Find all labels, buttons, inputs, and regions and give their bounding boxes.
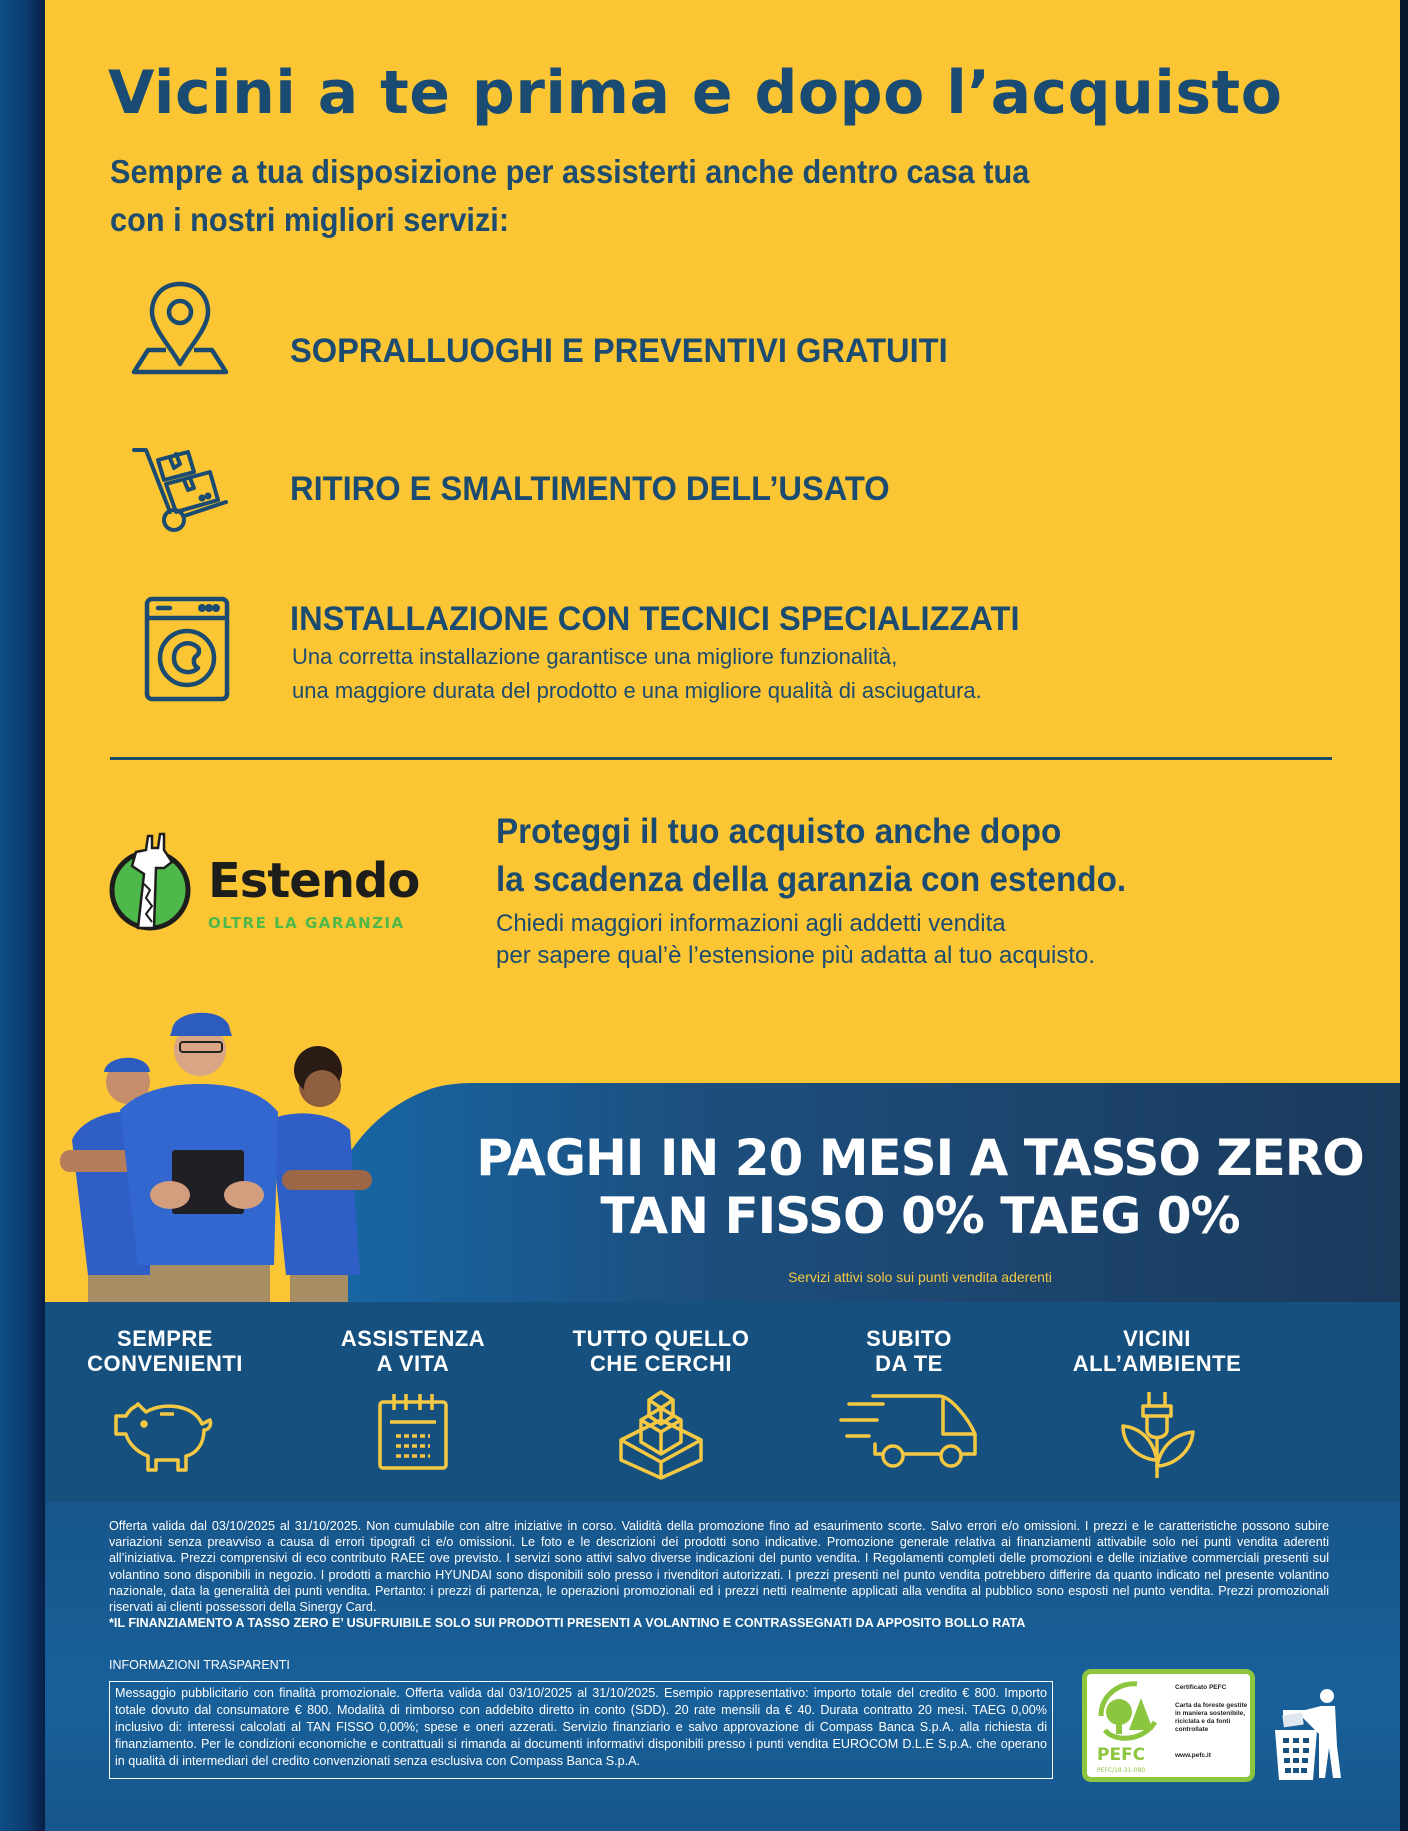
estendo-body-line-1: Chiedi maggiori informazioni agli addetti vendita xyxy=(496,910,1006,937)
service-description xyxy=(292,640,982,708)
service-title: RITIRO E SMALTIMENTO DELL’USATO xyxy=(290,470,890,508)
value-label: SEMPRE CONVENIENTI xyxy=(87,1326,243,1376)
estendo-body xyxy=(496,908,1095,972)
info-box: Messaggio pubblicitario con finalità promozionale. Offerta valida dal 03/10/2025 al 31/10/2025. Esempio rappresentativo: importo totale del credito € 800. Importo totale dovuto dal consumatore € 800. Modalità di rimborso con addebito diretto in conto (SDD). 20 rate mensili da € 40. Durata contratto 20 mesi. TAEG 0,00% inclusivo di: interessi calcolati al TAN FISSO 0,00%; spese e oneri azzerati. Servizio finanziario e salvo approvazione di Compass Banca S.p.A. alla richiesta di finanziamento. Per le condizioni economiche e contrattuali si rimanda ai documenti informativi disponibili presso i punti vendita EUROCOM D.L.E S.p.A. che operano in qualità di intermediari del credito convenzionati senza esclusiva con Compass Banca S.p.A. xyxy=(109,1681,1053,1779)
subtitle-line-2: con i nostri migliori servizi: xyxy=(110,201,510,238)
giraffe-icon xyxy=(108,828,204,938)
boxes-icon xyxy=(613,1390,709,1480)
banner-note: Servizi attivi solo sui punti vendita aderenti xyxy=(788,1269,1052,1285)
estendo-logo xyxy=(108,828,438,938)
estendo-tagline: OLTRE LA GARANZIA xyxy=(208,914,405,932)
value-item-subito xyxy=(789,1326,1029,1472)
banner-headline-line-1: PAGHI IN 20 MESI A TASSO ZERO xyxy=(476,1129,1364,1187)
value-item-tutto-quello xyxy=(541,1326,781,1480)
value-item-convenienti xyxy=(45,1326,285,1472)
left-edge-strip xyxy=(0,0,45,1831)
svg-text:PEFC/18-31-080: PEFC/18-31-080 xyxy=(1097,1767,1146,1774)
value-label: VICINI ALL’AMBIENTE xyxy=(1072,1326,1242,1376)
washing-machine-icon xyxy=(144,596,230,707)
hand-truck-icon xyxy=(130,440,230,540)
estendo-headline-line-1: Proteggi il tuo acquisto anche dopo xyxy=(496,812,1062,851)
value-item-ambiente xyxy=(1037,1326,1277,1480)
delivery-van-icon xyxy=(839,1390,979,1472)
service-title: INSTALLAZIONE CON TECNICI SPECIALIZZATI xyxy=(290,600,1020,638)
estendo-wordmark: Estendo xyxy=(208,853,420,909)
service-description-line-1: Una corretta installazione garantisce una migliore funzionalità, xyxy=(292,644,898,669)
legal-main: Offerta valida dal 03/10/2025 al 31/10/2025. Non cumulabile con altre iniziative in corso. Validità della promozione fino ad esaurimento scorte. Salvo errori e/o omissioni. I prezzi e le caratteristiche possono subire variazioni senza preavviso a causa di errori tipografi ci e/o omissioni. Le foto e le descrizioni dei prodotti sono indicative. Promozione generale relativa ai finanziamenti attivabile solo nei punti vendita aderenti all’iniziativa. Prezzi comprensivi di eco contributo RAEE ove previsto. I servizi sono attivi salvo diverse indicazioni del punto vendita. I Regolamenti completi delle promozioni e delle iniziative commerciali presenti sul volantino sono disponibili in negozio. I prodotti a marchio HYUNDAI sono disponibili solo presso i rivenditori autorizzati. I prezzi presenti nel punto vendita potrebbero differire da quanto indicato nel presente volantino nazionale, data la generalità dei punti vendita. Pertanto: i prezzi di partenza, le operazioni promozionali ed i prezzi netti realmente applicati alla vendita al pubblico sono esposti nel punto vendita. Prezzi promozionali riservati ai clienti possessori della Sinergy Card. xyxy=(109,1519,1329,1615)
piggy-bank-icon xyxy=(110,1390,220,1472)
pefc-url: www.pefc.it xyxy=(1175,1752,1211,1759)
legal-text xyxy=(109,1518,1329,1631)
value-label: SUBITO DA TE xyxy=(866,1326,952,1376)
recycle-bin-icon xyxy=(1273,1686,1343,1782)
estendo-headline-line-2: la scadenza della garanzia con estendo. xyxy=(496,860,1127,899)
service-description-line-2: una maggiore durata del prodotto e una migliore qualità di asciugatura. xyxy=(292,678,982,703)
svg-text:PEFC: PEFC xyxy=(1097,1745,1146,1765)
info-label: INFORMAZIONI TRASPARENTI xyxy=(109,1658,290,1672)
calendar-icon xyxy=(372,1390,454,1472)
estendo-body-line-2: per sapere qual’è l’estensione più adatta al tuo acquisto. xyxy=(496,942,1096,969)
value-item-assistenza xyxy=(293,1326,533,1472)
page-subtitle xyxy=(110,148,1029,244)
estendo-headline xyxy=(496,808,1126,904)
legal-section xyxy=(45,1502,1400,1831)
staff-photo xyxy=(60,1000,405,1302)
page-title: Vicini a te prima e dopo l’acquisto xyxy=(108,58,1283,128)
values-strip xyxy=(45,1302,1400,1502)
value-label: ASSISTENZA A VITA xyxy=(340,1326,486,1376)
pefc-cert-text: Carta da foreste gestite in maniera sostenibile, riciclata e da fonti controllate xyxy=(1175,1702,1248,1733)
banner-headline-line-2: TAN FISSO 0% TAEG 0% xyxy=(600,1187,1240,1245)
eco-plug-icon xyxy=(1109,1390,1205,1480)
location-pin-icon xyxy=(130,280,230,381)
legal-bold-note: *IL FINANZIAMENTO A TASSO ZERO E’ USUFRUIBILE SOLO SUI PRODOTTI PRESENTI A VOLANTINO E CONTRASSEGNATI DA APPOSITO BOLLO RATA xyxy=(109,1616,1026,1631)
right-edge-strip xyxy=(1400,0,1408,1831)
pefc-cert-title: Certificato PEFC xyxy=(1175,1684,1227,1691)
section-divider xyxy=(110,757,1332,760)
pefc-certification xyxy=(1082,1669,1255,1782)
value-label: TUTTO QUELLO CHE CERCHI xyxy=(572,1326,750,1376)
service-title: SOPRALLUOGHI E PREVENTIVI GRATUITI xyxy=(290,332,948,370)
subtitle-line-1: Sempre a tua disposizione per assisterti anche dentro casa tua xyxy=(110,153,1030,190)
pefc-logo-icon xyxy=(1091,1676,1171,1776)
